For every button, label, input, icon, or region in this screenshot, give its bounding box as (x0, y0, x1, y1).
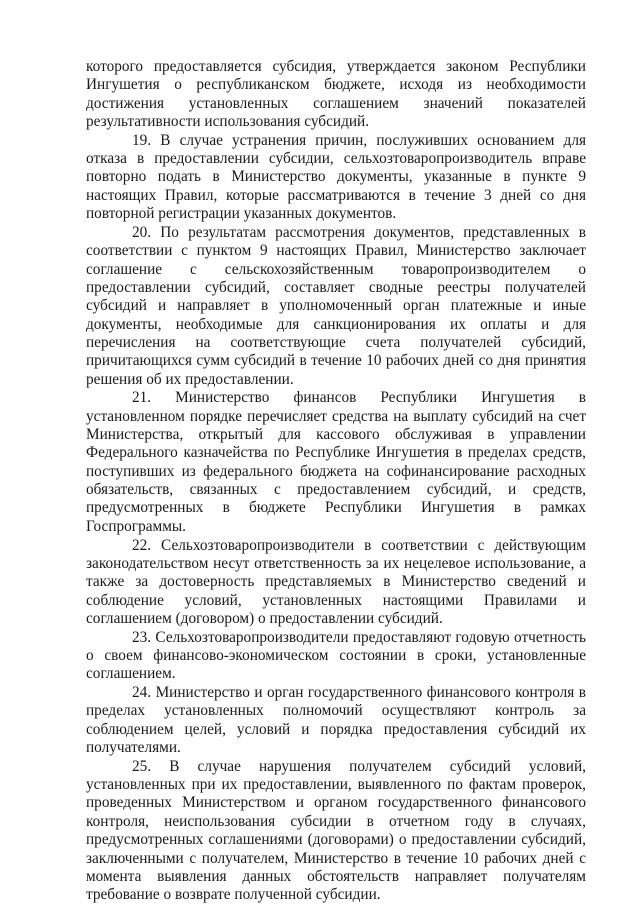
document-body (86, 58, 586, 905)
paragraph-continuation: которого предоставляется субсидия, утверждается законом Республики Ингушетия о республиканском бюджете, исходя из необходимости достижения установленных соглашением значений показателей результативности использования субсидий. (86, 58, 586, 131)
paragraph-22: 22. Сельхозтоваропроизводители в соответствии с действующим законодательством несут ответственность за их нецелевое использование, а также за достоверность представляемых в Министерство сведений и соблюдение условий, установленных настоящими Правилами и соглашением (договором) о предоставлении субсидий. (86, 536, 586, 627)
paragraph-20: 20. По результатам рассмотрения документов, представленных в соответствии с пунктом 9 настоящих Правил, Министерство заключает соглашение с сельскохозяйственным товаропроизводителем о предоставлении субсидий, составляет сводные реестры получателей субсидий и направляет в уполномоченный орган платежные и иные документы, необходимые для санкционирования их оплаты и для перечисления на соответствующие счета получателей субсидий, причитающихся сумм субсидий в течение 10 рабочих дней со дня принятия решения об их предоставлении. (86, 223, 586, 388)
paragraph-25: 25. В случае нарушения получателем субсидий условий, установленных при их предоставлении, выявленного по фактам проверок, проведенных Министерством и органом государственного финансового контроля, неиспользования субсидии в отчетном году в случаях, предусмотренных соглашениями (договорами) о предоставлении субсидий, заключенными с получателем, Министерство в течение 10 рабочих дней с момента выявления данных обстоятельств направляет получателям требование о возврате полученной субсидии. (86, 757, 586, 904)
paragraph-23: 23. Сельхозтоваропроизводители предоставляют годовую отчетность о своем финансово-экономическом состоянии в сроки, установленные соглашением. (86, 628, 586, 683)
paragraph-24: 24. Министерство и орган государственного финансового контроля в пределах установленных полномочий осуществляют контроль за соблюдением целей, условий и порядка предоставления субсидий их получателями. (86, 684, 586, 757)
paragraph-21: 21. Министерство финансов Республики Ингушетия в установленном порядке перечисляет средства на выплату субсидий на счет Министерства, открытый для кассового обслуживая в управлении Федерального казначейства по Республике Ингушетия в пределах средств, поступивших из федерального бюджета на софинансирование расходных обязательств, связанных с предоставлением субсидий, и средств, предусмотренных в бюджете Республики Ингушетия в рамках Госпрограммы. (86, 389, 586, 535)
paragraph-19: 19. В случае устранения причин, послуживших основанием для отказа в предоставлении субсидии, сельхозтоваропроизводитель вправе повторно подать в Министерство документы, указанные в пункте 9 настоящих Правил, которые рассматриваются в течение 3 дней со дня повторной регистрации указанных документов. (86, 131, 586, 223)
